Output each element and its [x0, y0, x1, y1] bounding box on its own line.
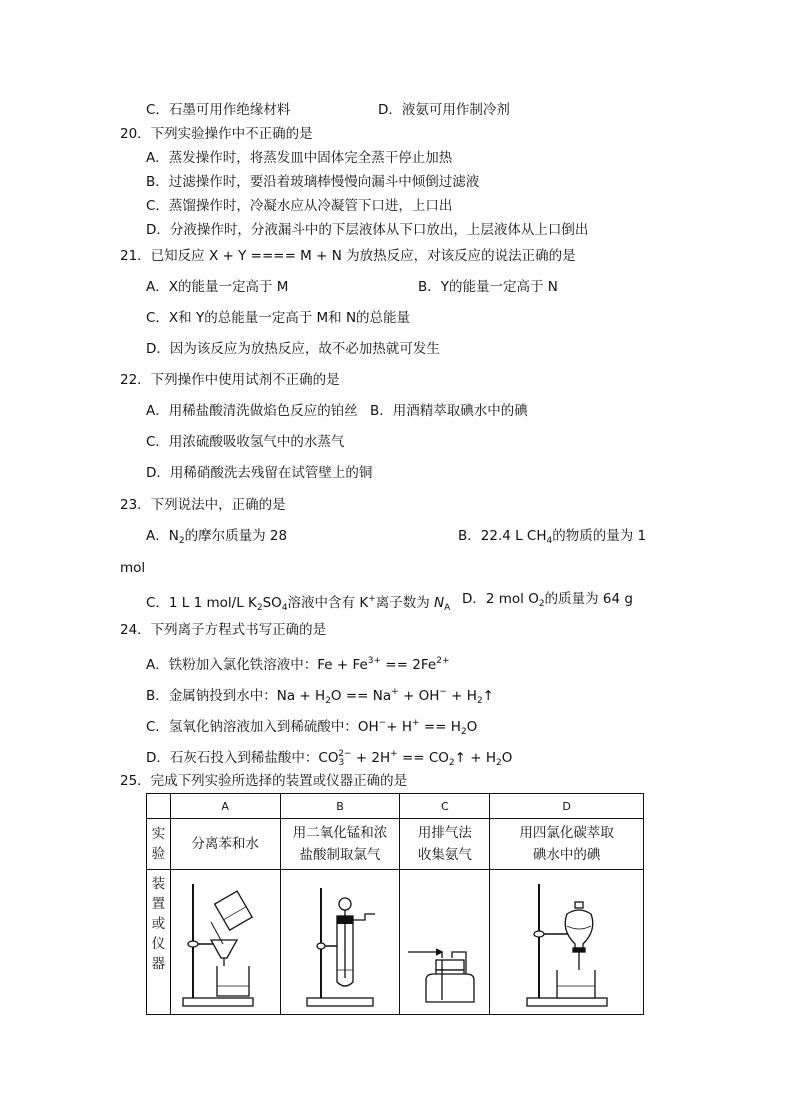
q20-option-b: B．过滤操作时，要沿着玻璃棒慢慢向漏斗中倾倒过滤液: [146, 174, 480, 190]
experiment-row-label: 实 验: [147, 819, 171, 870]
apparatus-c: [400, 870, 490, 1015]
gas-collection-bottle-icon: [402, 874, 488, 1010]
q24-option-b: B．金属钠投到水中：$Na + H_2O == Na^+ + OH^-$ + $H_2↑$: [146, 687, 494, 706]
q24-stem: 24．下列离子方程式书写正确的是: [120, 622, 327, 638]
apparatus-a: [170, 870, 280, 1015]
q21-option-c: C．X和 Y的总能量一定高于 M和 N的总能量: [146, 310, 411, 326]
apparatus-row-label: 装 置 或 仪 器: [147, 870, 171, 1015]
q24-option-d: D．石灰石投入到稀盐酸中：$CO_3^{2-} + 2H^+$ == $CO_2↑ + H_2O$: [146, 749, 513, 768]
q21-option-b: B．Y的能量一定高于 N: [418, 279, 558, 295]
q21-stem: 21．已知反应 X + Y ==== M + N 为放热反应，对该反应的说法正确的是: [120, 248, 576, 264]
header-a: A: [170, 794, 280, 819]
q22-option-b: B．用酒精萃取碘水中的碘: [370, 403, 528, 419]
experiment-row: [147, 819, 644, 870]
q23-option-b: B．22.4 L $CH_4$的物质的量为 1: [458, 528, 647, 546]
q20-option-d: D．分液操作时，分液漏斗中的下层液体从下口放出，上层液体从上口倒出: [146, 222, 589, 238]
filtration-apparatus-icon: [173, 874, 277, 1010]
experiment-c: 用排气法 收集氨气: [400, 819, 490, 870]
q19-option-c: C．石墨可用作绝缘材料: [146, 102, 291, 118]
separatory-funnel-apparatus-icon: [497, 874, 637, 1010]
q23-option-d: D．2 mol $O_2$的质量为 64 g: [462, 591, 633, 609]
q22-option-a: A．用稀盐酸清洗做焰色反应的铂丝: [146, 403, 358, 419]
q24-option-a: A．铁粉加入氯化铁溶液中：$Fe + Fe^{3+} == 2Fe^{2+}$: [146, 656, 450, 673]
experiment-d: 用四氯化碳萃取 碘水中的碘: [490, 819, 644, 870]
header-d: D: [490, 794, 644, 819]
q22-option-c: C．用浓硫酸吸收氢气中的水蒸气: [146, 434, 345, 450]
header-blank: [147, 794, 171, 819]
q25-stem: 25．完成下列实验所选择的装置或仪器正确的是: [120, 773, 408, 789]
q23-option-b-wrap: mol: [120, 560, 146, 576]
q22-stem: 22．下列操作中使用试剂不正确的是: [120, 372, 340, 388]
q21-option-a: A．X的能量一定高于 M: [146, 279, 289, 295]
q20-option-c: C．蒸馏操作时，冷凝水应从冷凝管下口进，上口出: [146, 198, 453, 214]
q23-stem: 23．下列说法中，正确的是: [120, 497, 286, 513]
q23-option-c: C．1 L 1 mol/L $K_2SO_4$溶液中含有 K+离子数为 $N_A$: [146, 594, 451, 613]
header-c: C: [400, 794, 490, 819]
q22-option-d: D．用稀硝酸洗去残留在试管壁上的铜: [146, 465, 373, 481]
q19-option-d: D．液氨可用作制冷剂: [378, 102, 510, 118]
experiment-b: 用二氧化锰和浓 盐酸制取氯气: [280, 819, 400, 870]
apparatus-b: [280, 870, 400, 1015]
q24-option-c: C．氢氧化钠溶液加入到稀硫酸中：$OH^-+ H^+ == H_2O$: [146, 718, 478, 737]
gas-generator-apparatus-icon: [285, 874, 395, 1010]
table-header-row: [147, 794, 644, 819]
header-b: B: [280, 794, 400, 819]
apparatus-table: [146, 793, 644, 1015]
apparatus-row: [147, 870, 644, 1015]
q20-stem: 20．下列实验操作中不正确的是: [120, 126, 313, 142]
q20-option-a: A．蒸发操作时，将蒸发皿中固体完全蒸干停止加热: [146, 150, 453, 166]
apparatus-d: [490, 870, 644, 1015]
experiment-a: 分离苯和水: [170, 819, 280, 870]
q23-option-a: A．$N_2$的摩尔质量为 28: [146, 528, 288, 546]
q21-option-d: D．因为该反应为放热反应，故不必加热就可发生: [146, 341, 440, 357]
